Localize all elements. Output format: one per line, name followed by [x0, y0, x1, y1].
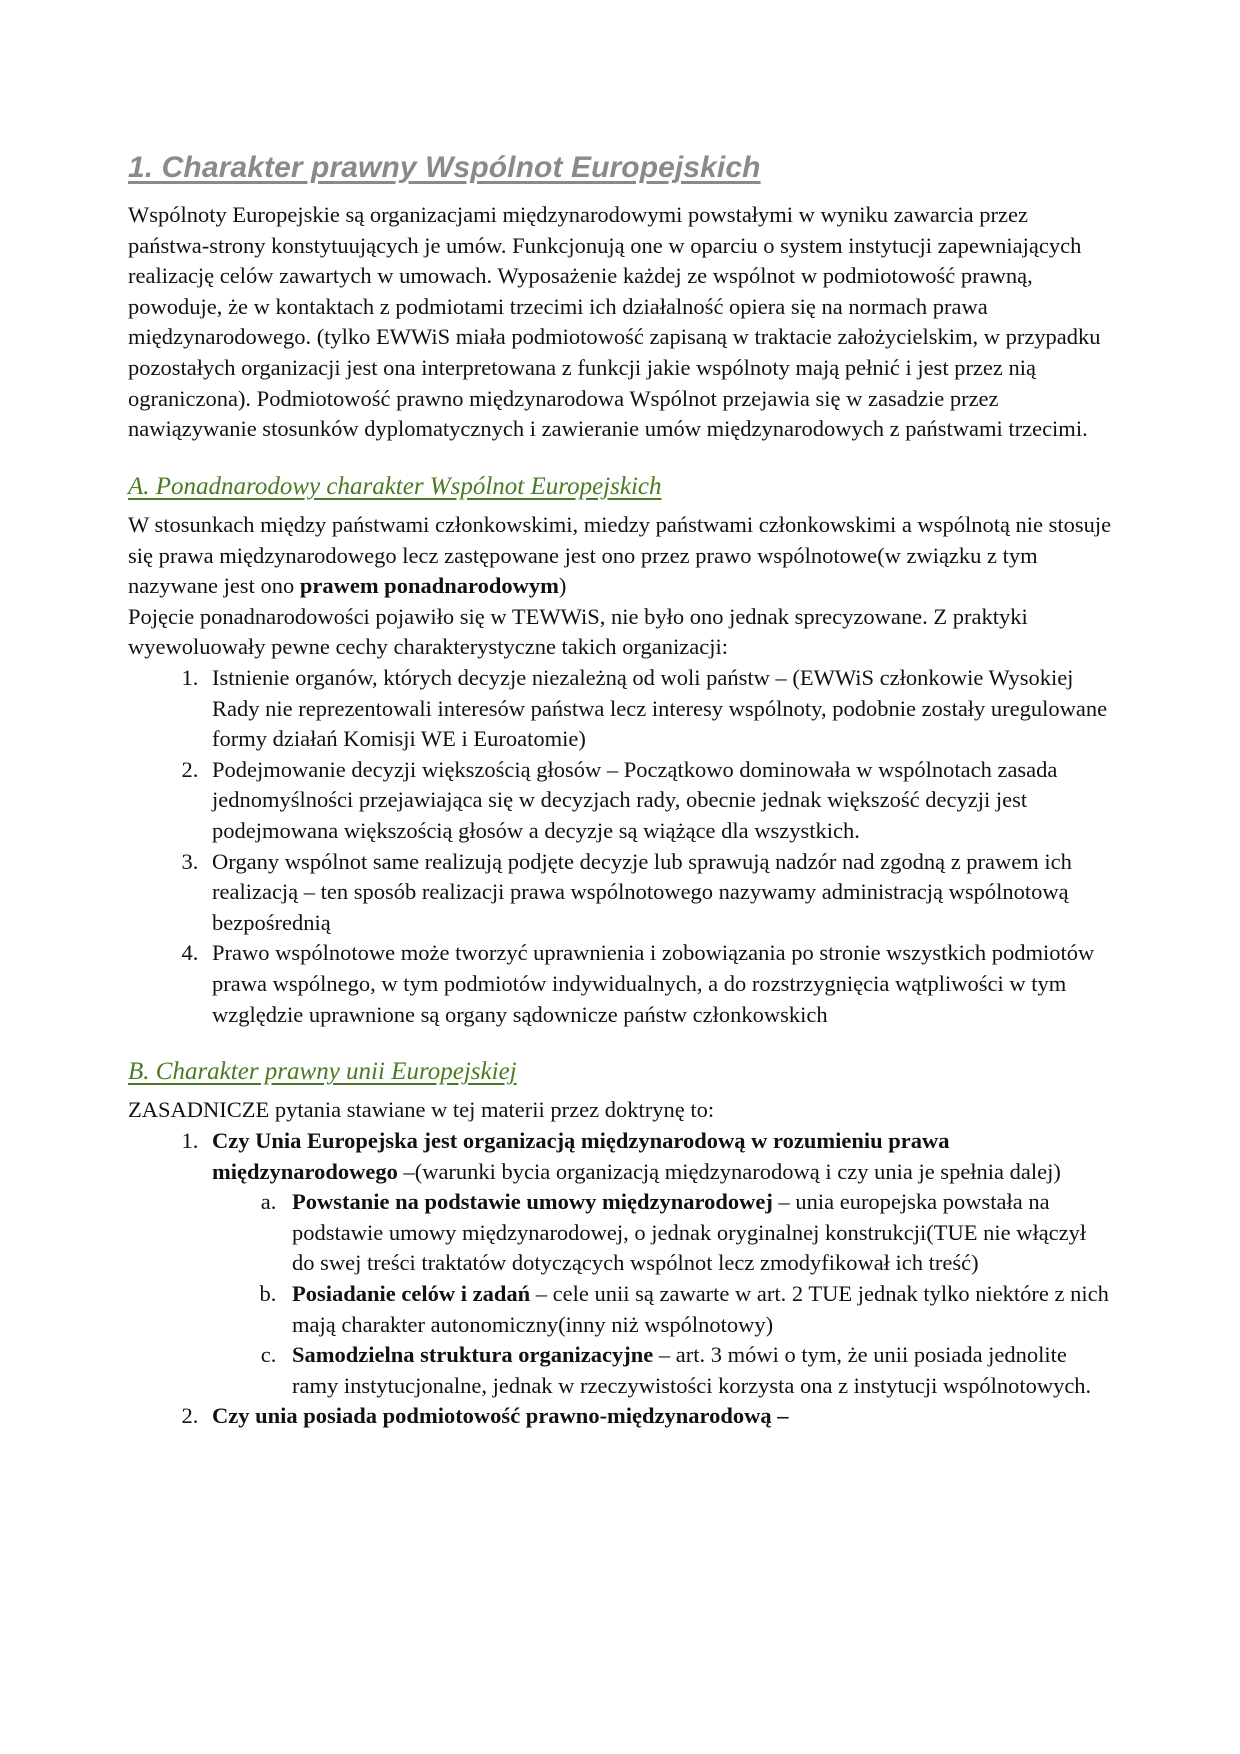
section-b-list: [128, 1126, 1112, 1432]
list-item-rest: – cele unii są zawarte w art. 2 TUE jednak tylko niektóre z nich mają charakter autonomiczny(inny niż wspólnotowy): [292, 1280, 1109, 1337]
page-title: 1. Charakter prawny Wspólnot Europejskich: [128, 151, 761, 184]
list-item: 4. Prawo wspólnotowe może tworzyć uprawnienia i zobowiązania po stronie wszystkich podmiotów prawa wspólnego, w tym podmiotów indywidualnych, a do rozstrzygnięcia wątpliwości w tym względzie uprawnione są organy sądownicze państw członkowskich: [204, 938, 1112, 1030]
list-item: [282, 1187, 1112, 1279]
list-item: 1. Istnienie organów, których decyzje niezależną od woli państw – (EWWiS członkowie Wysokiej Rady nie reprezentowali interesów państwa lecz interesy wspólnoty, podobnie zostały uregulowane formy działań Komisji WE i Euroatomie): [204, 663, 1112, 755]
section-a-list: [128, 663, 1112, 1030]
list-item: 3. Organy wspólnot same realizują podjęte decyzje lub sprawują nadzór nad zgodną z prawem ich realizacją – ten sposób realizacji prawa wspólnotowego nazywamy administracją wspólnotową bezpośrednią: [204, 847, 1112, 939]
section-heading-b: B. Charakter prawny unii Europejskiej: [128, 1058, 517, 1086]
list-item-lead: Posiadanie celów i zadań: [292, 1280, 531, 1306]
list-item-rest: –(warunki bycia organizacją międzynarodową i czy unia je spełnia dalej): [397, 1158, 1061, 1184]
section-b-sublist: [212, 1187, 1112, 1401]
list-item-rest: – art. 3 mówi o tym, że unii posiada jednolite ramy instytucjonalne, jednak w rzeczywistości korzysta ona z instytucji wspólnotowych.: [292, 1342, 1092, 1398]
list-item-lead: Czy Unia Europejska jest organizacją międzynarodową w rozumieniu prawa międzynarodowego: [212, 1127, 950, 1184]
list-item-lead: Powstanie na podstawie umowy międzynarodowej: [292, 1189, 773, 1215]
section-a-paragraph-2: Pojęcie ponadnarodowości pojawiło się w TEWWiS, nie było ono jednak sprecyzowane. Z praktyki wyewoluowały pewne cechy charakterystyczne takich organizacji:: [128, 603, 1028, 660]
section-a-paragraph-1-part1: W stosunkach między państwami członkowskimi, miedzy państwami członkowskimi a wspólnotą nie stosuje się prawa międzynarodowego lecz zastępowane jest ono przez prawo wspólnotowe(w związku z tym nazywane jest ono: [128, 512, 1112, 599]
section-b-intro: ZASADNICZE pytania stawiane w tej materii przez doktrynę to:: [128, 1097, 715, 1123]
list-item: [204, 1401, 1112, 1432]
list-item: [282, 1340, 1112, 1401]
section-a-paragraph-1: [128, 510, 1112, 602]
section-a-paragraph-1-part2: ): [558, 573, 567, 599]
list-item: 2. Podejmowanie decyzji większością głosów – Początkowo dominowała w wspólnotach zasada jednomyślności przejawiająca się w decyzjach rady, obecnie jednak większość decyzji jest podejmowana większością głosów a decyzje są wiążące dla wszystkich.: [204, 755, 1112, 847]
intro-paragraph: Wspólnoty Europejskie są organizacjami międzynarodowymi powstałymi w wyniku zawarcia przez państwa-strony konstytuujących je umów. Funkcjonują one w oparciu o system instytucji zapewniających realizację celów zawartych w umowach. Wyposażenie każdej ze wspólnot w podmiotowość prawną, powoduje, że w kontaktach z podmiotami trzecimi ich działalność opiera się na normach prawa międzynarodowego. (tylko EWWiS miała podmiotowość zapisaną w traktacie założycielskim, w przypadku pozostałych organizacji jest ona interpretowana z funkcji jakie wspólnoty mają pełnić i jest przez nią ograniczona). Podmiotowość prawno międzynarodowa Wspólnot przejawia się w zasadzie przez nawiązywanie stosunków dyplomatycznych i zawieranie umów międzynarodowych z państwami trzecimi.: [128, 202, 1101, 442]
list-item-rest: – unia europejska powstała na podstawie umowy międzynarodowej, o jednak oryginalnej konstrukcji(TUE nie włączył do swej treści traktatów dotyczących wspólnot lecz zmodyfikował ich treść): [292, 1189, 1087, 1276]
list-item-lead: Samodzielna struktura organizacyjne: [292, 1342, 654, 1368]
list-item-lead: Czy unia posiada podmiotowość prawno-międzynarodową –: [212, 1403, 789, 1429]
section-a-paragraph-1-bold: prawem ponadnarodowym: [299, 573, 559, 599]
section-heading-a: A. Ponadnarodowy charakter Wspólnot Europejskich: [128, 472, 662, 500]
list-item: [204, 1126, 1112, 1401]
list-item: [282, 1279, 1112, 1340]
